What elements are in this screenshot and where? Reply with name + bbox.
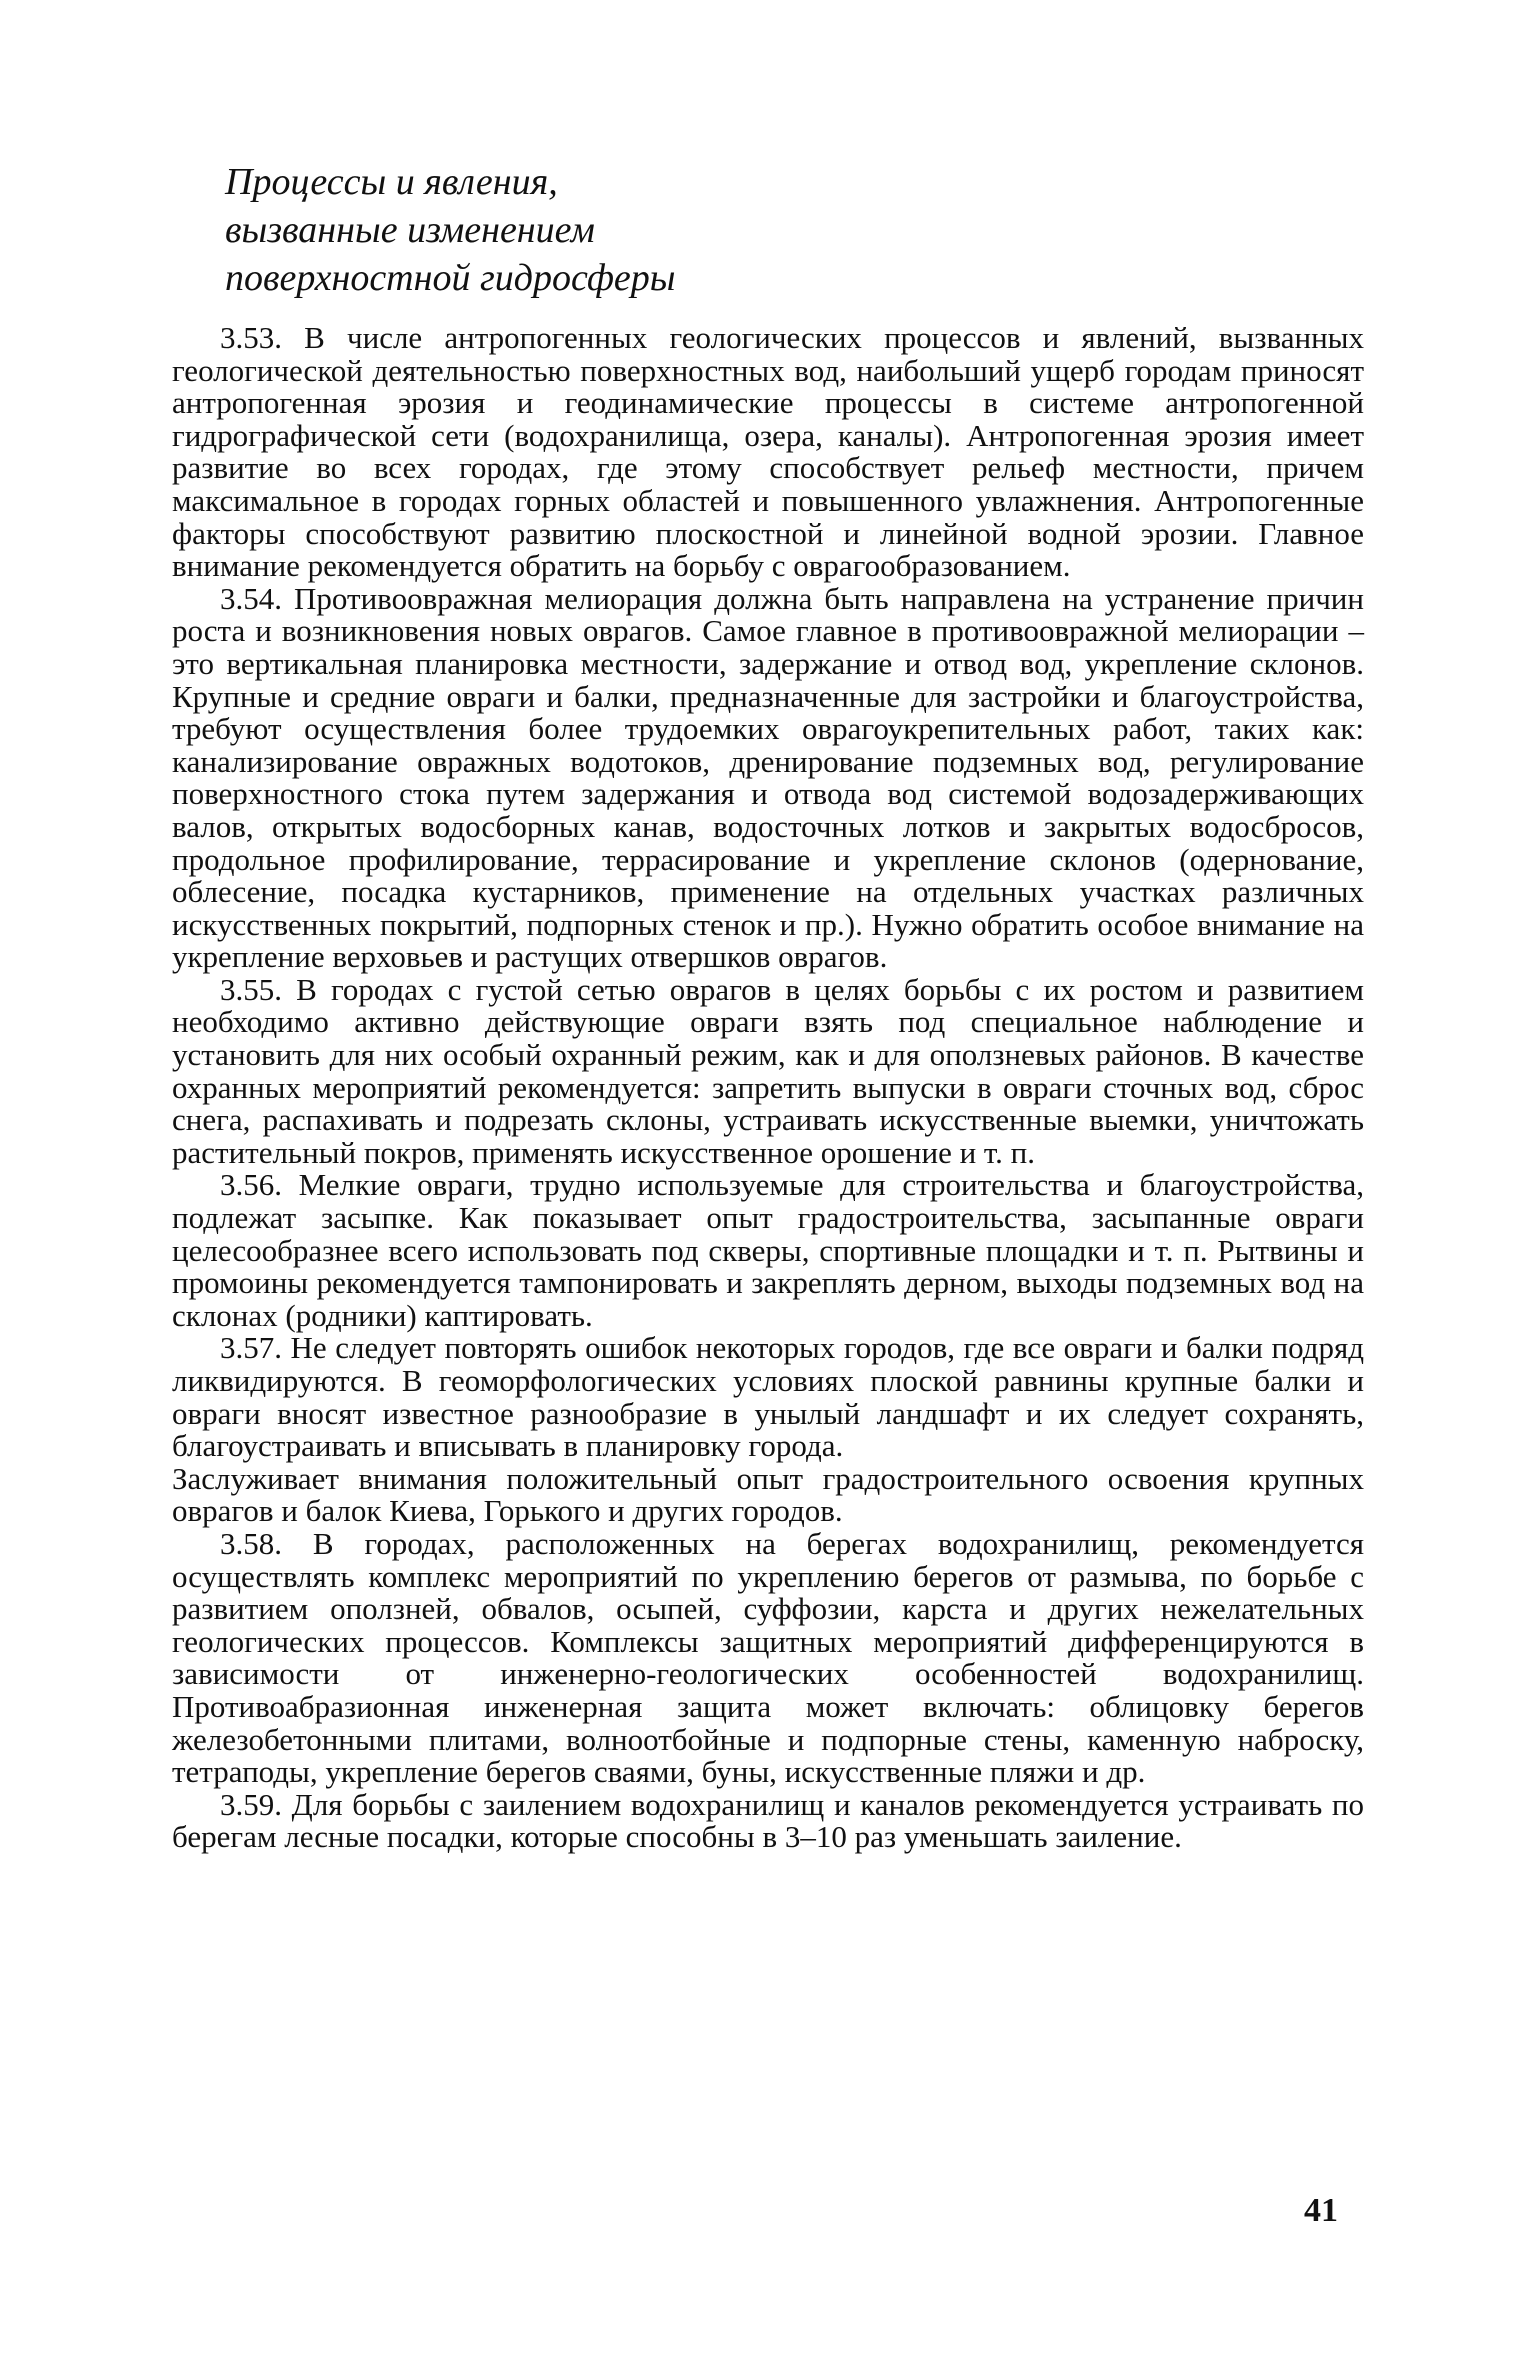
paragraph-3-59 xyxy=(172,1786,1364,1855)
paragraph-number: 3.56. xyxy=(220,1167,282,1203)
paragraph-text: В числе антропогенных геологических процессов и явлений, вызванных геологической деятельностью поверхностных вод, наибольший ущерб городам приносят антропогенная эрозия и геодинамические процессы в системе антропогенной гидрографической сети (водохранилища, озера, каналы). Антропогенная эрозия имеет развитие во всех городах, где этому способствует рельеф местности, причем максимальное в городах горных областей и повышенного увлажнения. Антропогенные факторы способствуют развитию плоскостной и линейной водной эрозии. Главное внимание рекомендуется обратить на борьбу с оврагообразованием. xyxy=(172,320,1364,584)
paragraph-3-56 xyxy=(172,1169,1364,1332)
paragraph-number: 3.54. xyxy=(220,580,282,616)
page-number: 41 xyxy=(1304,2192,1338,2229)
paragraph-text: Для борьбы с заилением водохранилищ и каналов рекомендуется устраивать по берегам лесные посадки, которые способны в 3–10 раз уменьшать заиление. xyxy=(172,1786,1364,1855)
paragraph-text: Не следует повторять ошибок некоторых городов, где все овраги и балки подряд ликвидируются. В геоморфологических условиях плоской равнины крупные балки и овраги вносят известное разнообразие в унылый ландшафт и их следует сохранять, благоустраивать и вписывать в планировку города. xyxy=(172,1330,1364,1464)
paragraph-text: В городах с густой сетью оврагов в целях борьбы с их ростом и развитием необходимо активно действующие овраги взять под специальное наблюдение и установить для них особый охранный режим, как и для оползневых районов. В качестве охранных мероприятий рекомендуется: запретить выпуски в овраги сточных вод, сброс снега, распахивать и подрезать склоны, устраивать искусственные выемки, уничтожать растительный покров, применять искусственное орошение и т. п. xyxy=(172,971,1364,1170)
paragraph-3-55 xyxy=(172,971,1364,1170)
paragraph-text: Заслуживает внимания положительный опыт градостроительного освоения крупных оврагов и балок Киева, Горького и других городов. xyxy=(172,1460,1364,1529)
paragraph-number: 3.57. xyxy=(220,1330,282,1366)
paragraph-number: 3.53. xyxy=(220,320,282,355)
paragraph-3-53 xyxy=(172,322,1364,583)
heading-line-2: вызванные изменением xyxy=(225,209,595,251)
section-heading xyxy=(225,158,1125,302)
paragraph-text: В городах, расположенных на берегах водохранилищ, рекомендуется осуществлять комплекс мероприятий по укреплению берегов от размыва, по борьбе с развитием оползней, обвалов, осыпей, суффозии, карста и других нежелательных геологических процессов. Комплексы защитных мероприятий дифференцируются в зависимости от инженерно-геологических особенностей водохранилищ. Противоабразионная инженерная защита может включать: облицовку берегов железобетонными плитами, волноотбойные и подпорные стены, каменную наброску, тетраподы, укрепление берегов сваями, буны, искусственные пляжи и др. xyxy=(172,1525,1364,1790)
paragraph-3-58 xyxy=(172,1525,1364,1790)
paragraph-3-54 xyxy=(172,580,1364,975)
paragraph-note xyxy=(172,1460,1364,1529)
paragraph-text: Противоовражная мелиорация должна быть направлена на устранение причин роста и возникновения новых оврагов. Самое главное в противоовражной мелиорации – это вертикальная планировка местности, задержание и отвод вод, укрепление склонов. Крупные и средние овраги и балки, предназначенные для застройки и благоустройства, требуют осуществления более трудоемких оврагоукрепительных работ, таких как: канализирование овражных водотоков, дренирование подземных вод, регулирование поверхностного стока путем задержания и отвода вод системой водозадерживающих валов, открытых водосборных канав, водосточных лотков и закрытых водосбросов, продольное профилирование, террасирование и укрепление склонов (одернование, облесение, посадка кустарников, применение на отдельных участках различных искусственных покрытий, подпорных стенок и пр.). Нужно обратить особое внимание на укрепление верховьев и растущих отвершков оврагов. xyxy=(172,580,1364,975)
paragraph-3-57 xyxy=(172,1332,1364,1462)
paragraph-text: Мелкие овраги, трудно используемые для строительства и благоустройства, подлежат засыпке. Как показывает опыт градостроительства, засыпанные овраги целесообразнее всего использовать под скверы, спортивные площадки и т. п. Рытвины и промоины рекомендуется тампонировать и закреплять дерном, выходы подземных вод на склонах (родники) каптировать. xyxy=(172,1167,1364,1333)
heading-line-1: Процессы и явления, xyxy=(225,161,558,203)
body-text xyxy=(172,322,1364,1854)
heading-line-3: поверхностной гидросферы xyxy=(225,257,676,299)
paragraph-number: 3.55. xyxy=(220,971,282,1007)
paragraph-number: 3.59. xyxy=(220,1786,282,1822)
paragraph-number: 3.58. xyxy=(220,1525,282,1561)
